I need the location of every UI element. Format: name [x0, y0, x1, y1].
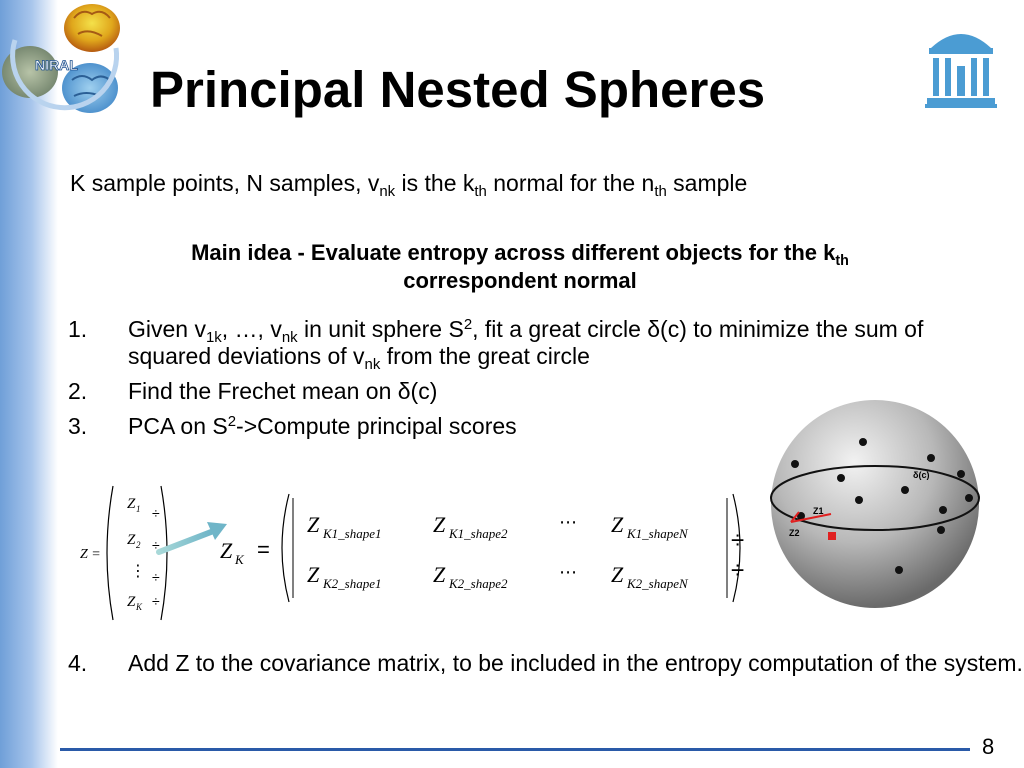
zk-cell-sub: K1_shape1: [323, 526, 382, 541]
university-logo: [925, 18, 997, 110]
zk-cell-base: Z: [307, 562, 320, 587]
zk-lhs-sub: K: [235, 552, 244, 567]
zk-equals: =: [257, 537, 270, 562]
zk-dots: ⋯: [559, 512, 577, 532]
zk-dots: ⋯: [559, 562, 577, 582]
zk-cell-sub: K1_shapeN: [627, 526, 688, 541]
list-item: 1. Given $v_{1k}$, …, $v_{nk}$ in unit sphere $S^2$, fit a great circle δ(c) to minimize the sum of squared deviations of $v_{nk}$ from the great circle: [68, 315, 924, 374]
delta-label: δ(c): [913, 470, 930, 480]
z-entry: Z: [127, 496, 136, 512]
intro-text: K sample points, N samples, $v_{nk}$ is the $k_{th}$ normal for the $n_{th}$ sample: [70, 170, 748, 201]
svg-text:÷: ÷: [152, 505, 160, 521]
niral-logo: [0, 0, 130, 125]
zk-cell-sub: K2_shape2: [449, 576, 508, 591]
svg-text:÷: ÷: [152, 593, 160, 609]
zk-cell-base: Z: [307, 512, 320, 537]
z-entry: Z: [127, 594, 136, 610]
zk-cell-sub: K1_shape2: [449, 526, 508, 541]
page-number: 8: [982, 734, 995, 759]
z-entry-sub: K: [136, 602, 143, 612]
z-entry-sub: 1: [136, 504, 141, 514]
nested-sphere-figure: [765, 398, 985, 610]
svg-text:÷: ÷: [731, 527, 745, 554]
zk-cell-base: Z: [611, 562, 624, 587]
main-idea-text: Main idea - Evaluate entropy across different objects for the $k_{th}$ correspondent normal: [191, 240, 849, 293]
z-entry-sub: 2: [136, 540, 141, 550]
zk-matrix-equation: [215, 488, 760, 608]
zk-lhs: Z: [220, 538, 233, 563]
z-equation-lhs: Z =: [80, 547, 101, 562]
step-4-item: 4. Add Z to the covariance matrix, to be included in the entropy computation of the system.: [68, 650, 1023, 676]
zk-cell-sub: K2_shape1: [323, 576, 382, 591]
zk-cell-base: Z: [433, 512, 446, 537]
list-item: 2. Find the Frechet mean on δ(c): [68, 378, 438, 404]
zk-cell-sub: K2_shapeN: [627, 576, 688, 591]
niral-logo-text: NIRAL: [35, 57, 78, 73]
z-entry: ⋮: [130, 563, 146, 580]
z2-label: Z2: [789, 528, 800, 538]
zk-cell-base: Z: [433, 562, 446, 587]
footer-divider: [60, 748, 970, 751]
list-item: 3. PCA on $S^2->Compute$ principal scores: [68, 412, 517, 439]
slide-title: Principal Nested Spheres: [150, 61, 766, 118]
svg-text:÷: ÷: [152, 537, 160, 553]
zk-cell-base: Z: [611, 512, 624, 537]
z1-label: Z1: [813, 506, 824, 516]
z-entry: Z: [127, 532, 136, 548]
svg-text:÷: ÷: [731, 557, 745, 584]
svg-text:÷: ÷: [152, 569, 160, 585]
